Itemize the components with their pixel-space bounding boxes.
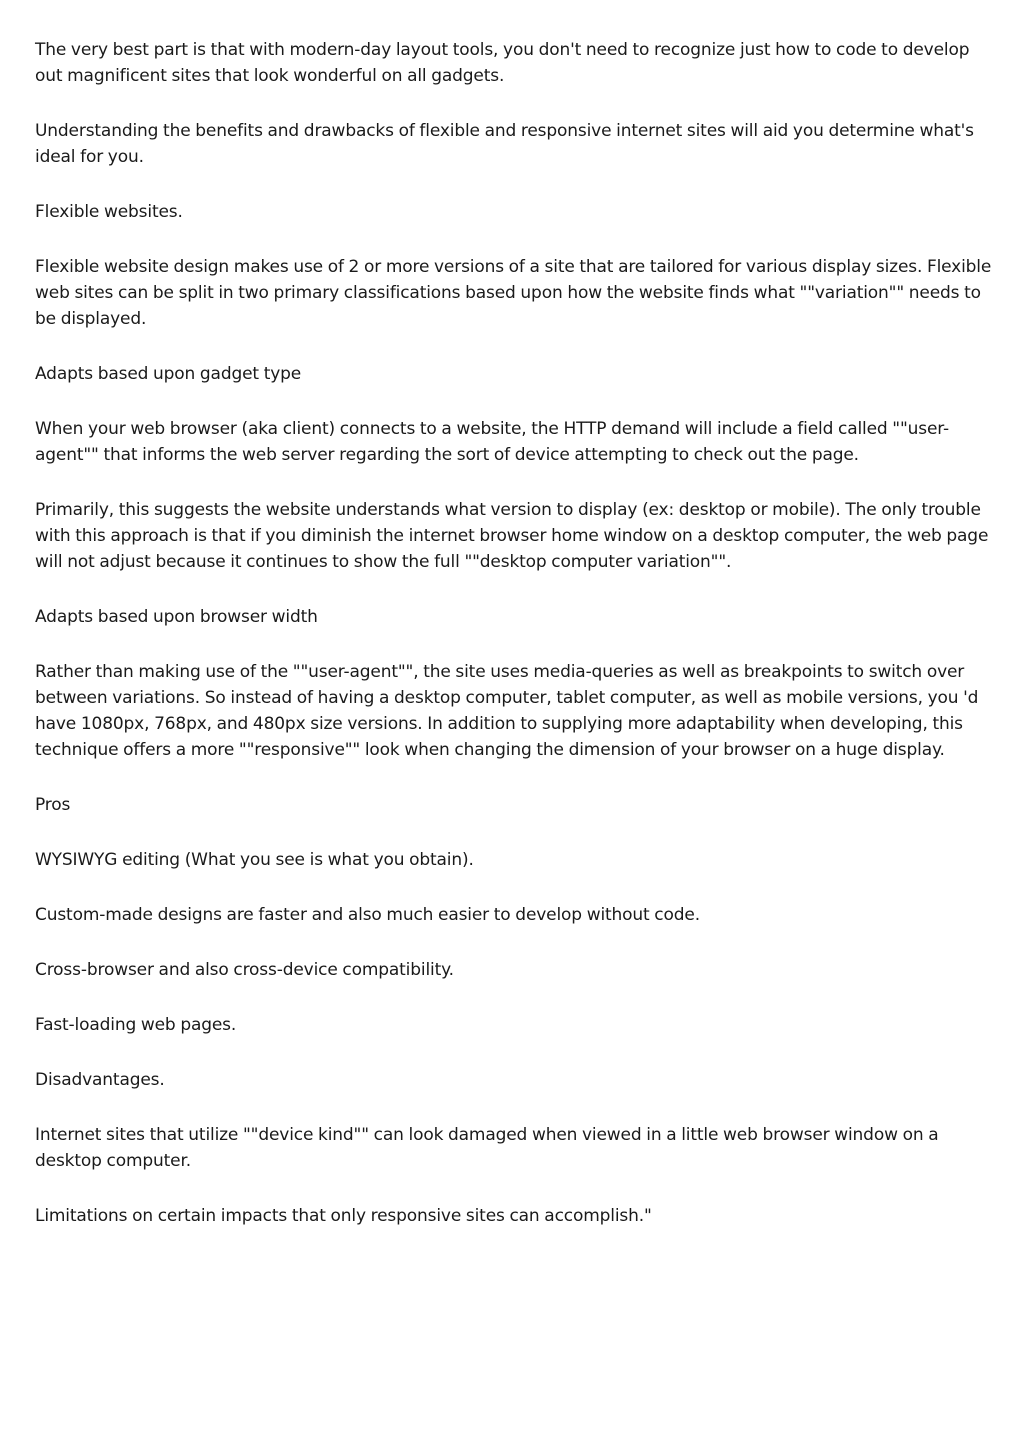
heading-adapts-browser-width: Adapts based upon browser width bbox=[35, 607, 318, 627]
pro-item-compatibility: Cross-browser and also cross-device compatibility. bbox=[35, 960, 454, 980]
heading-disadvantages: Disadvantages. bbox=[35, 1070, 165, 1090]
con-item-limitations: Limitations on certain impacts that only responsive sites can accomplish." bbox=[35, 1206, 652, 1226]
paragraph-intro: The very best part is that with modern-day layout tools, you don't need to recognize just how to code to develop out magnificent sites that look wonderful on all gadgets. bbox=[35, 40, 970, 86]
paragraph-user-agent: When your web browser (aka client) connects to a website, the HTTP demand will include a field called ""user-agent"" that informs the web server regarding the sort of device attempting to check out the page. bbox=[35, 419, 950, 465]
con-item-device-kind: Internet sites that utilize ""device kind"" can look damaged when viewed in a little web browser window on a desktop computer. bbox=[35, 1125, 939, 1171]
pro-item-custom-designs: Custom-made designs are faster and also much easier to develop without code. bbox=[35, 905, 700, 925]
paragraph-media-queries: Rather than making use of the ""user-agent"", the site uses media-queries as well as breakpoints to switch over between variations. So instead of having a desktop computer, tablet computer, as well as mobile versions, you 'd have 1080px, 768px, and 480px size versions. In addition to supplying more adaptability when developing, this technique offers a more ""responsive"" look when changing the dimension of your browser on a huge display. bbox=[35, 662, 979, 760]
heading-pros: Pros bbox=[35, 795, 71, 815]
heading-adapts-gadget-type: Adapts based upon gadget type bbox=[35, 364, 302, 384]
pro-item-fast-loading: Fast-loading web pages. bbox=[35, 1015, 237, 1035]
paragraph-flexible-design: Flexible website design makes use of 2 or more versions of a site that are tailored for various display sizes. Flexible web sites can be split in two primary classifications based upon how the website finds what ""variation"" needs to be displayed. bbox=[35, 257, 992, 329]
pro-item-wysiwyg: WYSIWYG editing (What you see is what you obtain). bbox=[35, 850, 474, 870]
document-body bbox=[35, 37, 995, 1258]
paragraph-benefits-drawbacks: Understanding the benefits and drawbacks of flexible and responsive internet sites will aid you determine what's ideal for you. bbox=[35, 121, 974, 167]
heading-flexible-websites: Flexible websites. bbox=[35, 202, 183, 222]
paragraph-version-display: Primarily, this suggests the website understands what version to display (ex: desktop or mobile). The only trouble with this approach is that if you diminish the internet browser home window on a desktop computer, the web page will not adjust because it continues to show the full ""desktop computer variation"". bbox=[35, 500, 989, 572]
